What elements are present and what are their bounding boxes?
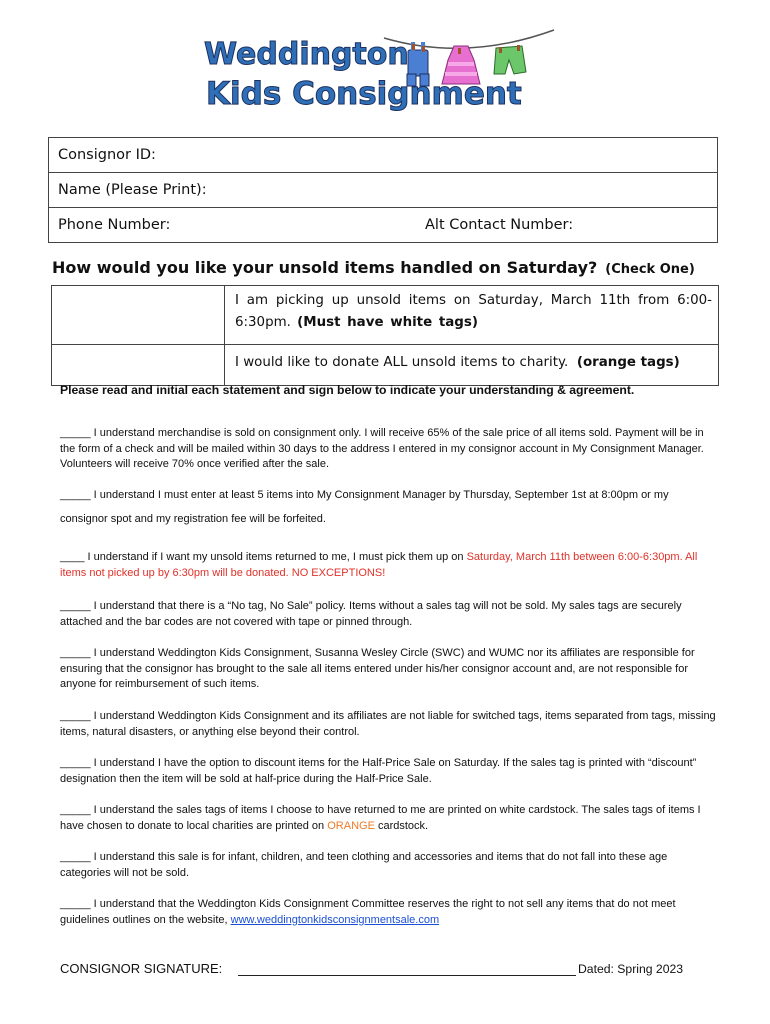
name-field[interactable] [49, 173, 718, 208]
pickup-option-note: (Must have white tags) [297, 315, 478, 330]
phone-field[interactable] [49, 208, 718, 243]
logo [196, 20, 576, 120]
shorts-icon [494, 46, 526, 74]
unsold-options-table [51, 285, 719, 386]
website-link[interactable]: www.weddingtonkidsconsignmentsale.com [230, 913, 440, 926]
pickup-option-text: I am picking up unsold items on Saturday, March 11th from 6:00-6:30pm. (Must have white tags) [225, 286, 719, 345]
statement-responsibility: _____ I understand Weddington Kids Consignment, Susanna Wesley Circle (SWC) and WUMC nor its affiliates are responsible for ensuring that the consignor has brought to the sale all items entered under his/her consignor account and, are not responsible for anyone for reimbursement of such items. [60, 647, 695, 690]
statement-age-categories: _____ I understand this sale is for infant, children, and teen clothing and accessories and items that do not fall into these age categories will not be sold. [60, 851, 668, 879]
signature-line[interactable] [238, 975, 576, 976]
donate-option-note: (orange tags) [576, 355, 680, 370]
donate-checkbox[interactable] [52, 345, 225, 386]
signature-label: CONSIGNOR SIGNATURE: [60, 961, 223, 976]
name-label: Name (Please Print): [58, 182, 207, 198]
donate-option-text: I would like to donate ALL unsold items to charity. (orange tags) [225, 345, 719, 386]
statement-no-tag: _____ I understand that there is a “No tag, No Sale” policy. Items without a sales tag will not be sold. My sales tags are securely attached and the bar codes are not covered with tape or pinned through. [60, 600, 682, 628]
statement-tag-colors: _____ I understand the sales tags of items I choose to have returned to me are printed on white cardstock. The sales tags of items I have chosen to donate to local charities are printed on ORANGE cardstock. [60, 804, 701, 832]
logo-line1: Weddington [204, 37, 409, 72]
statement-pickup: ____ I understand if I want my unsold items returned to me, I must pick them up on Saturday, March 11th between 6:00-6:30pm. All items not picked up by 6:30pm will be donated. NO EXCEPTIONS! [60, 551, 698, 579]
alt-contact-label: Alt Contact Number: [425, 217, 574, 233]
unsold-items-question [52, 258, 695, 277]
check-one-label: (Check One) [605, 262, 695, 277]
statement-liability: _____ I understand Weddington Kids Consignment and its affiliates are not liable for switched tags, items separated from tags, missing items, natural disasters, or anything else beyond their control. [60, 710, 716, 738]
logo-graphic [196, 20, 576, 120]
pickup-checkbox[interactable] [52, 286, 225, 345]
dated-label: Dated: Spring 2023 [578, 962, 684, 976]
question-text: How would you like your unsold items handled on Saturday? [52, 258, 598, 277]
statement-right-to-refuse: _____ I understand that the Weddington Kids Consignment Committee reserves the right to not sell any items that do not meet guidelines outlines on the website, www.weddingtonkidsconsignmentsale.com [60, 898, 676, 926]
phone-label: Phone Number: [58, 217, 171, 233]
consignor-info-table [48, 137, 718, 243]
orange-word: ORANGE [327, 819, 375, 832]
statement-payment: _____ I understand merchandise is sold on consignment only. I will receive 65% of the sale price of all items sold. Payment will be in the form of a check and will be mailed within 30 days to the address I entered in my consignor account in My Consignment Manager. Volunteers will receive 70% once verified after the sale. [60, 427, 704, 470]
pickup-deadline-text: Saturday, March 11th between 6:00-6:30pm. All items not picked up by 6:30pm will be donated. NO EXCEPTIONS! [60, 551, 698, 579]
consignor-id-field[interactable] [49, 138, 718, 173]
statement-discount: _____ I understand I have the option to discount items for the Half-Price Sale on Saturday. If the sales tag is printed with “discount” designation then the item will be sold at half-price during the Half-Price Sale. [60, 757, 697, 785]
statement-forfeit: consignor spot and my registration fee will be forfeited. [60, 513, 326, 525]
logo-line2: Kids Consignment [206, 76, 522, 112]
instructions: Please read and initial each statement and sign below to indicate your understanding & agreement. [60, 383, 635, 397]
statement-items-deadline: _____ I understand I must enter at least 5 items into My Consignment Manager by Thursday, September 1st at 8:00pm or my [60, 489, 669, 501]
consignor-id-label: Consignor ID: [58, 147, 156, 163]
